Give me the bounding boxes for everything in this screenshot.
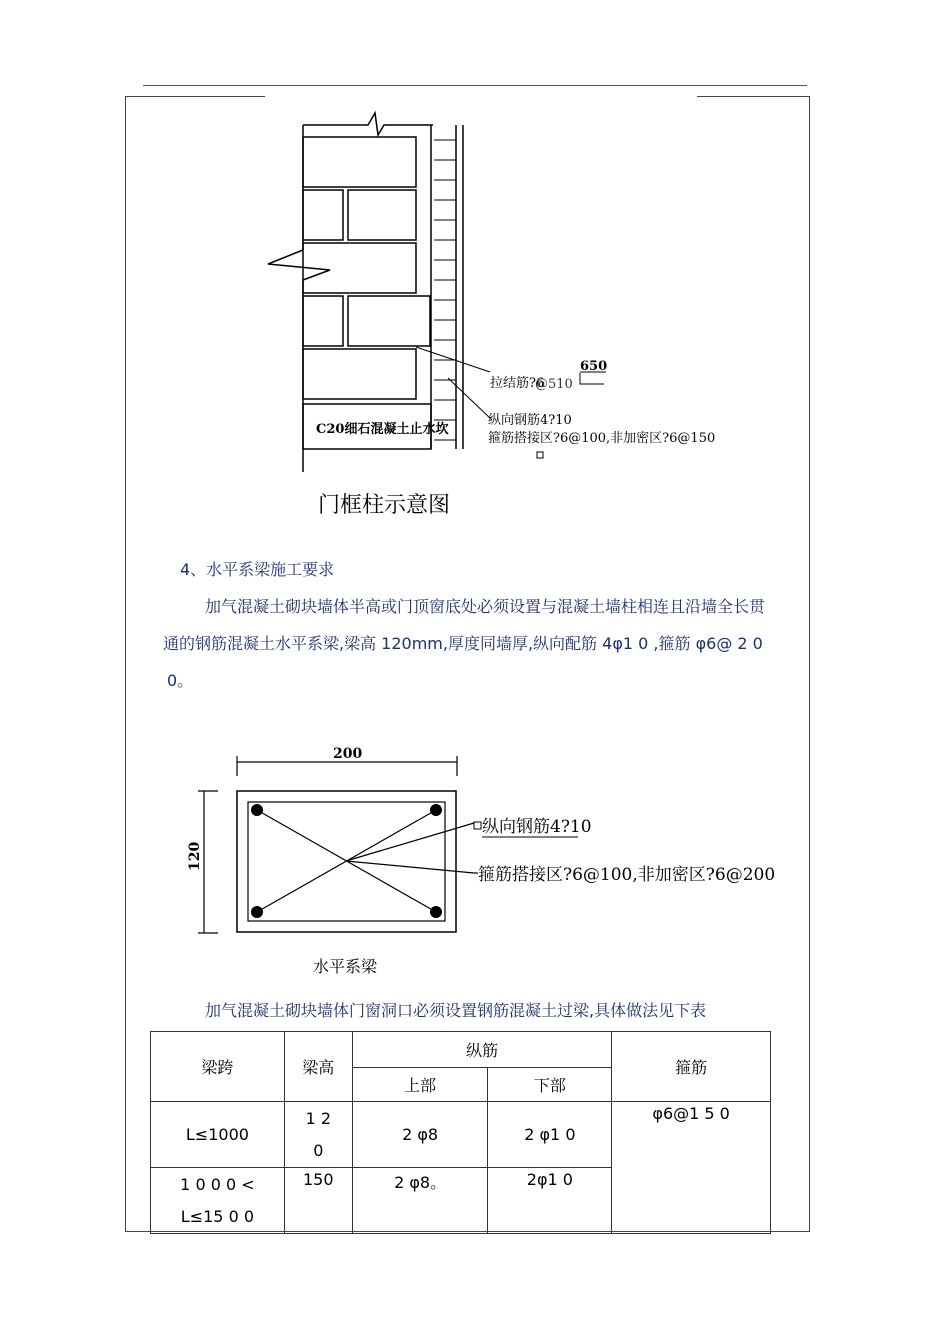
cell-span-line1: 1 0 0 0 <	[180, 1174, 255, 1194]
brick	[303, 190, 343, 240]
rebar-dot	[251, 804, 263, 816]
header-long-bar: 纵筋	[352, 1032, 612, 1068]
left-break-line	[268, 250, 330, 280]
table-intro: 加气混凝土砌块墙体门窗洞口必须设置钢筋混凝土过梁,具体做法见下表	[205, 1001, 707, 1020]
rebar-dot	[251, 906, 263, 918]
cell-span: L≤1000	[151, 1102, 285, 1168]
long-bar-leader	[448, 378, 492, 420]
figure1-caption: 门框柱示意图	[318, 493, 451, 518]
brick	[303, 243, 416, 293]
paragraph-line-3: 0。	[167, 671, 194, 690]
door-frame-column-figure	[0, 0, 950, 560]
tie-spacing-label: @510	[535, 377, 573, 392]
long-bar-label: 纵向钢筋4?10	[488, 413, 572, 428]
brick	[303, 349, 416, 399]
header-stirrup: 箍筋	[612, 1032, 771, 1102]
tie-label: 拉结筋?6	[490, 376, 545, 391]
cell-bottom: 2 φ1 0	[488, 1102, 612, 1168]
brick	[303, 137, 416, 187]
paragraph-line-2: 通的钢筋混凝土水平系梁,梁高 120mm,厚度同墙厚,纵向配筋 4φ1 0 ,箍筋 φ6@ 2 0	[163, 634, 763, 653]
header-top: 上部	[352, 1068, 488, 1102]
cell-bottom: 2φ1 0	[488, 1168, 612, 1234]
tie-leader	[416, 347, 490, 372]
cell-top: 2 φ8	[352, 1102, 488, 1168]
brick	[303, 296, 343, 346]
rebar-dot	[430, 804, 442, 816]
cell-height: 150	[284, 1168, 352, 1234]
tie-beam-figure	[0, 730, 950, 950]
concrete-curb-label: C20细石混凝土止水坎	[316, 422, 449, 437]
height-dimension: 120	[187, 841, 203, 871]
rebar-dot	[430, 906, 442, 918]
table-row	[151, 1102, 771, 1168]
header-bottom: 下部	[488, 1068, 612, 1102]
tie-length-label: 650	[580, 359, 608, 374]
lintel-table	[150, 1031, 771, 1234]
column-stirrups	[434, 140, 456, 440]
cell-top: 2 φ8。	[352, 1168, 488, 1234]
cell-height-line2: 0	[313, 1140, 324, 1160]
marker-box	[537, 452, 543, 458]
cell-height-line1: 1 2	[305, 1108, 331, 1128]
stirrup-label: 箍筋搭接区?6@100,非加密区?6@200	[478, 865, 776, 885]
long-bar-label: 纵向钢筋4?10	[482, 817, 592, 837]
figure2-caption: 水平系梁	[313, 957, 378, 976]
header-height: 梁高	[284, 1032, 352, 1102]
cell-stirrup: φ6@1 5 0	[612, 1102, 771, 1234]
width-dimension: 200	[333, 746, 363, 762]
paragraph-line-1: 加气混凝土砌块墙体半高或门顶窗底处必须设置与混凝土墙柱相连且沿墙全长贯	[205, 597, 766, 616]
brick	[348, 296, 430, 346]
long-bar-leader	[346, 823, 474, 861]
cell-span-line2: L≤15 0 0	[180, 1206, 255, 1226]
tie-hook	[580, 373, 604, 384]
stirrup-label: 箍筋搭接区?6@100,非加密区?6@150	[488, 431, 716, 446]
top-break-line	[303, 113, 433, 135]
section-heading: 4、水平系梁施工要求	[180, 560, 335, 579]
header-span: 梁跨	[151, 1032, 285, 1102]
brick	[348, 190, 416, 240]
